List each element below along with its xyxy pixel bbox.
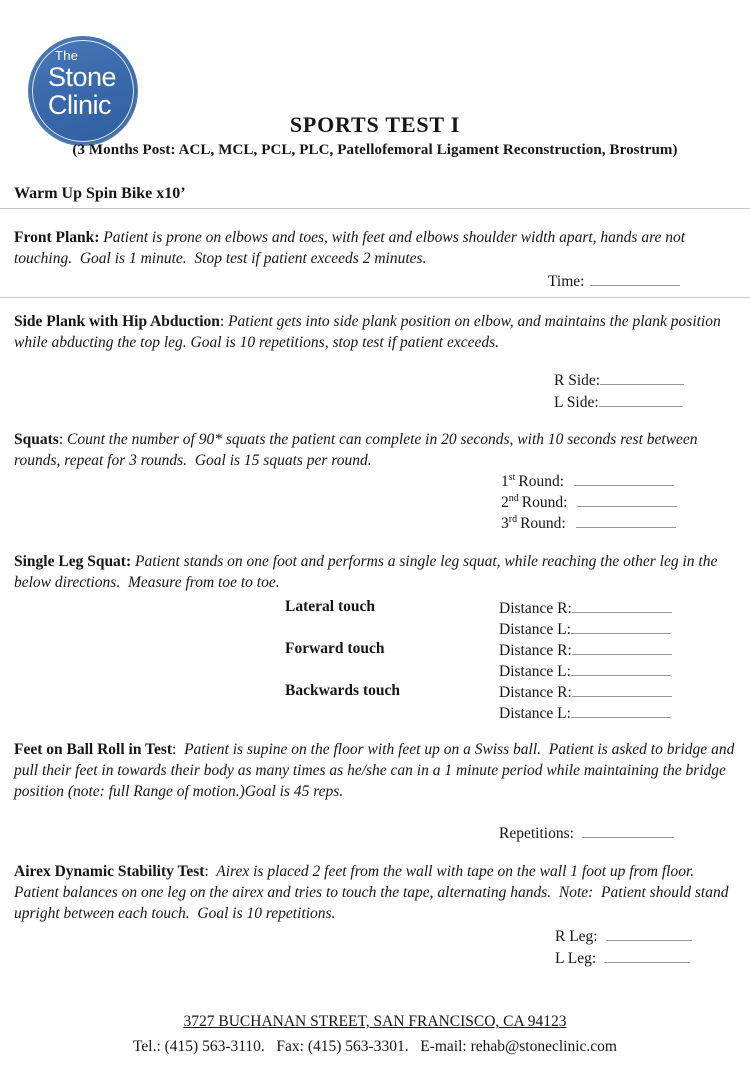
r-side-field-row <box>554 370 684 390</box>
single-leg-heading: Single Leg Squat: <box>14 553 132 570</box>
l-side-field-row <box>554 392 683 412</box>
squats-description: Count the number of 90* squats the patient can complete in 20 seconds, with 10 seconds rest between rounds, repeat for 3 rounds. Goal is 15 squats per round. <box>14 431 702 469</box>
distance-blank-field <box>572 598 672 613</box>
logo-word-stone: Stone <box>48 62 117 92</box>
section-single-leg-squat <box>14 551 738 593</box>
round-2-field-row <box>501 492 677 512</box>
warmup-heading: Warm Up Spin Bike x10’ <box>14 185 186 202</box>
round-2-blank-field <box>577 492 677 507</box>
round-1-label: Round: <box>518 473 565 490</box>
forward-touch-label: Forward touch <box>285 640 385 657</box>
l-side-blank-field <box>599 392 683 407</box>
distance-blank-field <box>571 703 671 718</box>
distance-r-label: Distance R: <box>499 642 572 659</box>
section-divider <box>0 297 750 298</box>
time-field-row <box>548 271 680 291</box>
round-2-label: Round: <box>521 494 568 511</box>
backwards-touch-l-row <box>0 703 750 724</box>
distance-l-label: Distance L: <box>499 621 571 638</box>
squats-colon: : <box>58 431 64 448</box>
section-front-plank <box>14 227 738 269</box>
section-airex <box>14 861 738 924</box>
lateral-touch-l-row <box>0 619 750 640</box>
round-1-blank-field <box>574 471 674 486</box>
r-side-blank-field <box>600 370 684 385</box>
section-divider <box>0 208 750 209</box>
forward-touch-r-row <box>0 640 750 661</box>
round-1-num: 1 <box>501 473 509 490</box>
airex-heading: Airex Dynamic Stability Test <box>14 863 205 880</box>
section-feet-on-ball <box>14 739 738 802</box>
l-leg-label: L Leg: <box>555 950 597 967</box>
r-leg-blank-field <box>606 926 692 941</box>
round-2-num: 2 <box>501 494 509 511</box>
r-side-label: R Side: <box>554 372 601 389</box>
round-3-label: Round: <box>520 515 566 532</box>
round-3-blank-field <box>576 513 676 528</box>
front-plank-heading: Front Plank: <box>14 229 100 246</box>
logo-word-clinic: Clinic <box>48 90 112 120</box>
distance-blank-field <box>572 640 672 655</box>
distance-l-label: Distance L: <box>499 705 571 722</box>
feet-on-ball-colon: : <box>172 741 177 758</box>
feet-on-ball-heading: Feet on Ball Roll in Test <box>14 741 173 758</box>
feet-on-ball-description: Patient is supine on the floor with feet up on a Swiss ball. Patient is asked to bridge and pull their feet in towards their body as many times as he/she can in a 1 minute period while maintaining the bridge position (note: full Range of motion.)Goal is 45 reps. <box>14 741 739 800</box>
distance-blank-field <box>571 619 671 634</box>
repetitions-blank-field <box>582 823 674 838</box>
repetitions-label: Repetitions: <box>499 825 574 842</box>
lateral-touch-r-row <box>0 598 750 619</box>
distance-field <box>499 598 672 618</box>
r-leg-label: R Leg: <box>555 928 598 945</box>
footer-contact: Tel.: (415) 563-3110. Fax: (415) 563-3301. E-mail: rehab@stoneclinic.com <box>133 1038 617 1055</box>
side-plank-colon: : <box>219 313 225 330</box>
page-title: SPORTS TEST I <box>289 112 461 137</box>
time-blank-field <box>590 271 680 286</box>
backwards-touch-label: Backwards touch <box>285 682 400 699</box>
logo-word-the: The <box>55 48 79 63</box>
round-2-ordinal: nd <box>508 492 519 504</box>
distance-l-label: Distance L: <box>499 663 571 680</box>
distance-blank-field <box>571 661 671 676</box>
round-3-field-row <box>501 513 676 533</box>
l-leg-blank-field <box>604 948 690 963</box>
distance-field <box>499 619 671 639</box>
distance-field <box>499 640 672 660</box>
side-plank-heading: Side Plank with Hip Abduction <box>14 313 220 330</box>
page-subtitle: (3 Months Post: ACL, MCL, PCL, PLC, Patellofemoral Ligament Reconstruction, Brostrum) <box>72 142 678 158</box>
footer-address: 3727 BUCHANAN STREET, SAN FRANCISCO, CA 94123 <box>183 1013 567 1030</box>
distance-blank-field <box>572 682 672 697</box>
side-plank-description: Patient gets into side plank position on elbow, and maintains the plank position while abducting the top leg. Goal is 10 repetitions, stop test if patient exceeds. <box>14 313 725 351</box>
round-1-field-row <box>501 471 674 491</box>
l-leg-field-row <box>555 948 690 968</box>
round-1-ordinal: st <box>508 471 516 483</box>
front-plank-description: Patient is prone on elbows and toes, with feet and elbows shoulder width apart, hands are not touching. Goal is 1 minute. Stop test if patient exceeds 2 minutes. <box>14 229 689 267</box>
airex-colon: : <box>204 863 209 880</box>
section-squats <box>14 429 738 471</box>
round-3-ordinal: rd <box>508 513 518 525</box>
distance-r-label: Distance R: <box>499 600 572 617</box>
l-side-label: L Side: <box>554 394 599 411</box>
distance-r-label: Distance R: <box>499 684 572 701</box>
distance-field <box>499 661 671 681</box>
distance-field <box>499 703 671 723</box>
backwards-touch-r-row <box>0 682 750 703</box>
lateral-touch-label: Lateral touch <box>285 598 375 615</box>
time-label: Time: <box>548 273 585 290</box>
r-leg-field-row <box>555 926 692 946</box>
repetitions-field-row <box>499 823 674 843</box>
squats-heading: Squats <box>14 431 59 448</box>
section-side-plank <box>14 311 738 353</box>
round-3-num: 3 <box>501 515 509 532</box>
forward-touch-l-row <box>0 661 750 682</box>
logo-text <box>48 49 116 119</box>
distance-field <box>499 682 672 702</box>
airex-description: Airex is placed 2 feet from the wall with tape on the wall 1 foot up from floor. Patient balances on one leg on the airex and tries to touch the tape, alternating hands. Note: Patient should stand upright between each touch. Goal is 10 repetitions. <box>14 863 733 922</box>
single-leg-description: Patient stands on one foot and performs a single leg squat, while reaching the other leg in the below directions. Measure from toe to toe. <box>14 553 722 591</box>
